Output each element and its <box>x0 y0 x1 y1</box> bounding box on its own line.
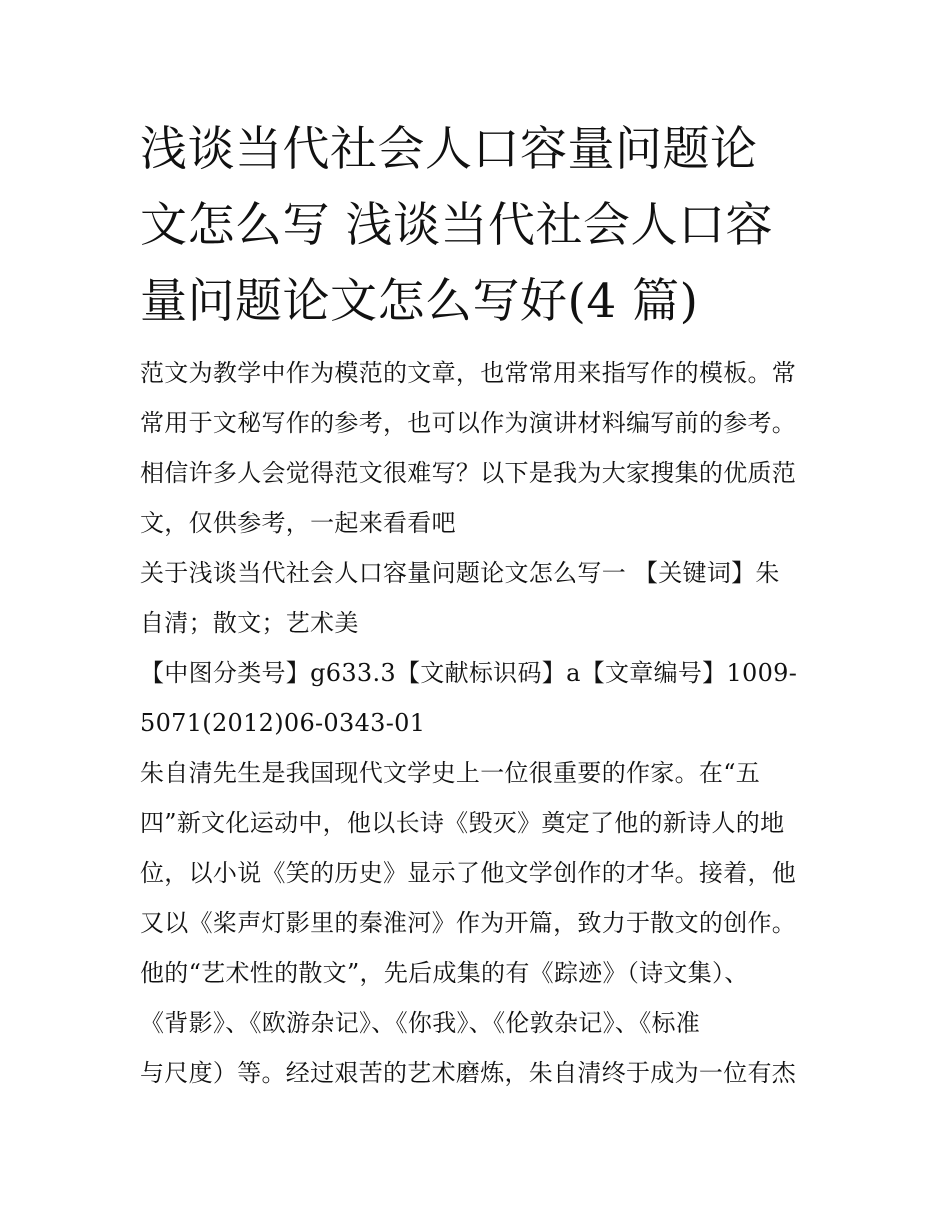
text-line: 又以《桨声灯影里的秦淮河》作为开篇，致力于散文的创作。 <box>140 909 797 937</box>
text-line: 《背影》、《欧游杂记》、《你我》、《伦敦杂记》、《标准 <box>140 1009 701 1037</box>
text-line: 【中图分类号】g633.3【文献标识码】a【文章编号】1009- <box>140 659 798 687</box>
text-line: 朱自清先生是我国现代文学史上一位很重要的作家。在“五 <box>140 759 761 787</box>
text-line: 四”新文化运动中，他以长诗《毁灭》奠定了他的新诗人的地 <box>140 809 785 837</box>
text-line: 相信许多人会觉得范文很难写？以下是我为大家搜集的优质范 <box>140 459 797 487</box>
text-line: 5071(2012)06-0343-01 <box>140 709 426 737</box>
text-line: 与尺度）等。经过艰苦的艺术磨炼，朱自清终于成为一位有杰 <box>140 1059 797 1087</box>
title-line: 量问题论文怎么写好(4 篇) <box>140 274 699 329</box>
classification-paragraph <box>140 648 815 748</box>
text-line: 范文为教学中作为模范的文章，也常常用来指写作的模板。常 <box>140 359 797 387</box>
title-line: 文怎么写 浅谈当代社会人口容 <box>140 198 773 253</box>
text-line: 自清；散文；艺术美 <box>140 609 359 637</box>
text-line: 文，仅供参考，一起来看看吧 <box>140 509 456 537</box>
document-page <box>140 112 815 1098</box>
intro-paragraph <box>140 348 815 548</box>
document-title <box>140 112 815 340</box>
body-paragraph <box>140 748 815 1098</box>
text-line: 他的“艺术性的散文”，先后成集的有《踪迹》（诗文集）、 <box>140 959 749 987</box>
title-line: 浅谈当代社会人口容量问题论 <box>140 122 758 177</box>
text-line: 关于浅谈当代社会人口容量问题论文怎么写一 【关键词】朱 <box>140 559 780 587</box>
text-line: 常用于文秘写作的参考，也可以作为演讲材料编写前的参考。 <box>140 409 797 437</box>
keywords-paragraph <box>140 548 815 648</box>
text-line: 位，以小说《笑的历史》显示了他文学创作的才华。接着，他 <box>140 859 797 887</box>
